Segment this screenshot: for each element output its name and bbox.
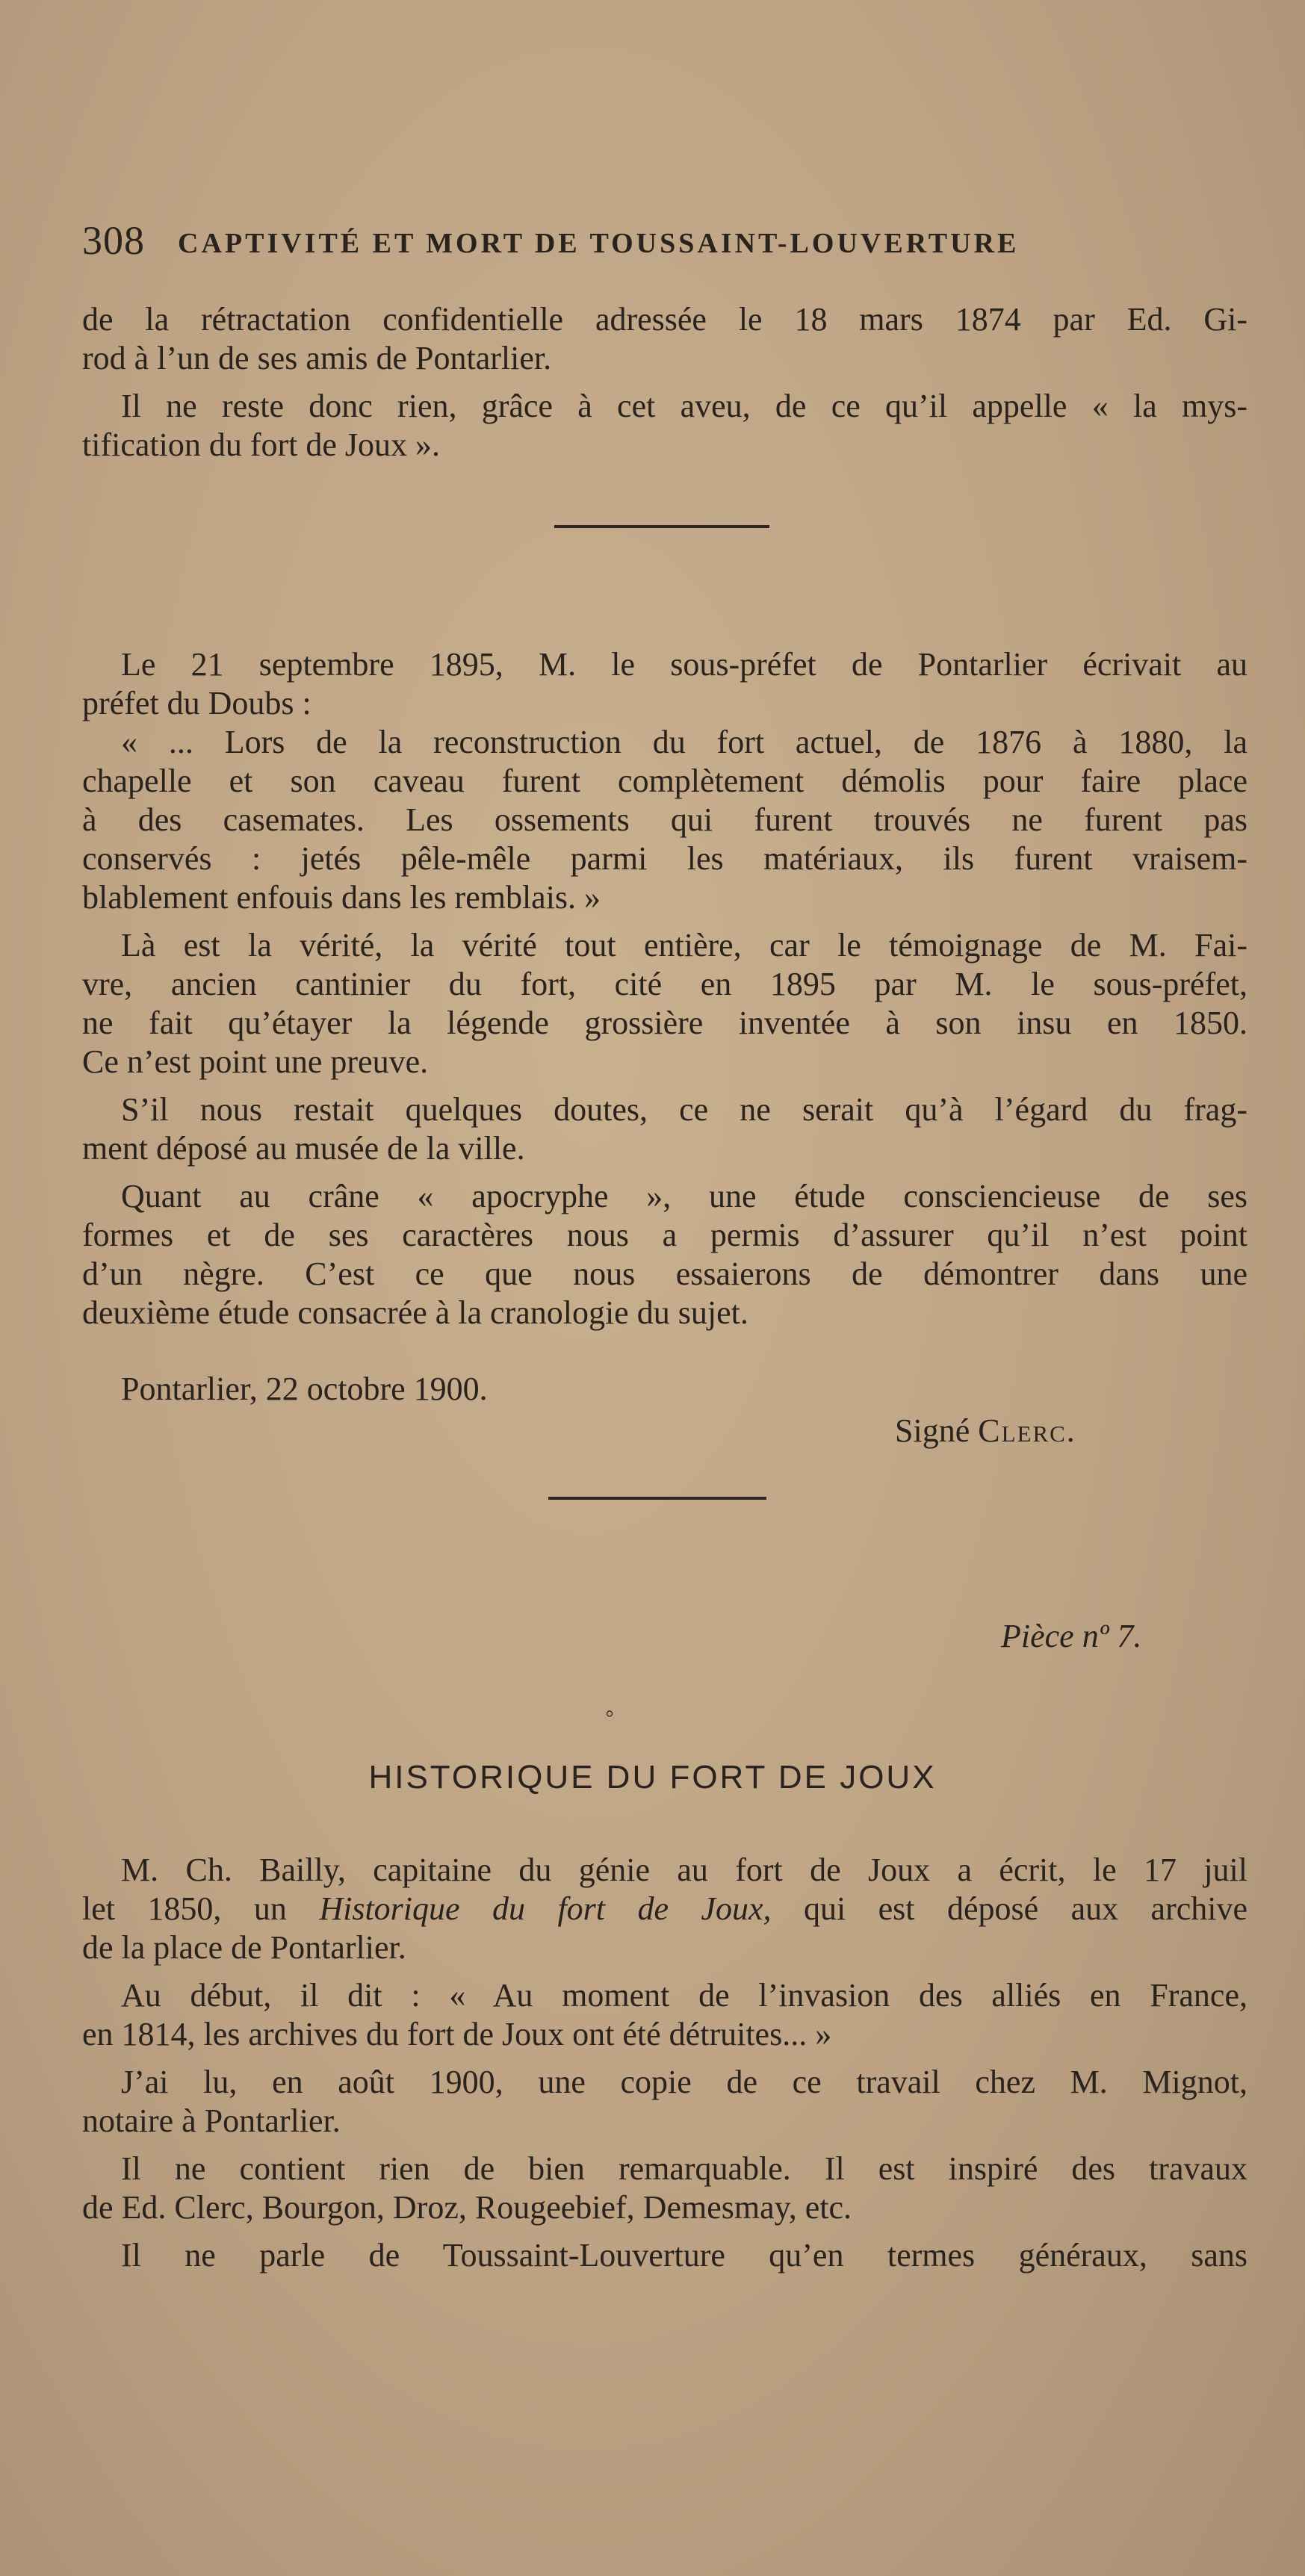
- text-line: ment déposé au musée de la ville.: [82, 1130, 525, 1167]
- running-title: CAPTIVITÉ ET MORT DE TOUSSAINT-LOUVERTURE: [178, 228, 1020, 259]
- text-line-with-title: [82, 1890, 1247, 1928]
- signature-prefix: Signé: [895, 1412, 970, 1449]
- text-line: Quant au crâne « apocryphe », une étude consciencieuse de ses: [121, 1178, 1247, 1214]
- place-date: Pontarlier, 22 octobre 1900.: [121, 1371, 488, 1407]
- text-line: Là est la vérité, la vérité tout entière, car le témoignage de M. Fai-: [121, 927, 1247, 963]
- text-line: M. Ch. Bailly, capitaine du génie au fort de Joux a écrit, le 17 juil: [121, 1852, 1247, 1888]
- page-number: 308: [82, 218, 145, 263]
- text-fragment: let 1850, un: [82, 1890, 287, 1927]
- section-divider: [548, 1497, 766, 1500]
- text-line: S’il nous restait quelques doutes, ce ne serait qu’à l’égard du frag-: [121, 1091, 1247, 1128]
- text-line: ne fait qu’étayer la légende grossière inventée à son insu en 1850.: [82, 1005, 1247, 1041]
- ornament-mark: ◦: [605, 1700, 615, 1728]
- text-line: Le 21 septembre 1895, M. le sous-préfet de Pontarlier écrivait au: [121, 646, 1247, 683]
- text-line: de Ed. Clerc, Bourgon, Droz, Rougeebief, Demesmay, etc.: [82, 2189, 852, 2226]
- text-line: d’un nègre. C’est ce que nous essaierons de démontrer dans une: [82, 1256, 1247, 1292]
- text-line: rod à l’un de ses amis de Pontarlier.: [82, 340, 552, 376]
- text-line: notaire à Pontarlier.: [82, 2102, 341, 2139]
- text-line: conservés : jetés pêle-mêle parmi les matériaux, ils furent vraisem-: [82, 840, 1247, 877]
- text-line: Il ne parle de Toussaint-Louverture qu’en termes généraux, sans: [121, 2237, 1247, 2274]
- text-line: en 1814, les archives du fort de Joux ont été détruites... »: [82, 2016, 832, 2052]
- text-line: Ce n’est point une preuve.: [82, 1043, 429, 1080]
- signature-name: Clerc.: [978, 1412, 1076, 1449]
- text-line: J’ai lu, en août 1900, une copie de ce travail chez M. Mignot,: [121, 2064, 1247, 2100]
- text-line: blablement enfouis dans les remblais. »: [82, 879, 601, 916]
- text-line: à des casemates. Les ossements qui furent trouvés ne furent pas: [82, 801, 1247, 838]
- text-line: Au début, il dit : « Au moment de l’invasion des alliés en France,: [121, 1977, 1247, 2014]
- text-line: préfet du Doubs :: [82, 685, 311, 721]
- text-line: « ... Lors de la reconstruction du fort actuel, de 1876 à 1880, la: [121, 724, 1247, 760]
- section-title: HISTORIQUE DU FORT DE JOUX: [368, 1759, 937, 1796]
- text-line: vre, ancien cantinier du fort, cité en 1895 par M. le sous-préfet,: [82, 966, 1247, 1002]
- piece-label: Pièce nº 7.: [1001, 1618, 1142, 1654]
- text-fragment: qui est déposé aux archive: [803, 1890, 1248, 1927]
- text-line: deuxième étude consacrée à la cranologie du sujet.: [82, 1294, 748, 1331]
- signature: [895, 1412, 1076, 1450]
- text-line: tification du fort de Joux ».: [82, 426, 441, 463]
- text-line: formes et de ses caractères nous a permis d’assurer qu’il n’est point: [82, 1217, 1247, 1253]
- text-line: de la place de Pontarlier.: [82, 1929, 406, 1966]
- work-title: Historique du fort de Joux,: [319, 1890, 772, 1927]
- text-line: chapelle et son caveau furent complètement démolis pour faire place: [82, 763, 1247, 799]
- section-divider: [554, 525, 769, 528]
- text-line: Il ne reste donc rien, grâce à cet aveu, de ce qu’il appelle « la mys-: [121, 388, 1247, 424]
- text-line: Il ne contient rien de bien remarquable. Il est inspiré des travaux: [121, 2150, 1247, 2187]
- text-line: de la rétractation confidentielle adressée le 18 mars 1874 par Ed. Gi-: [82, 301, 1247, 338]
